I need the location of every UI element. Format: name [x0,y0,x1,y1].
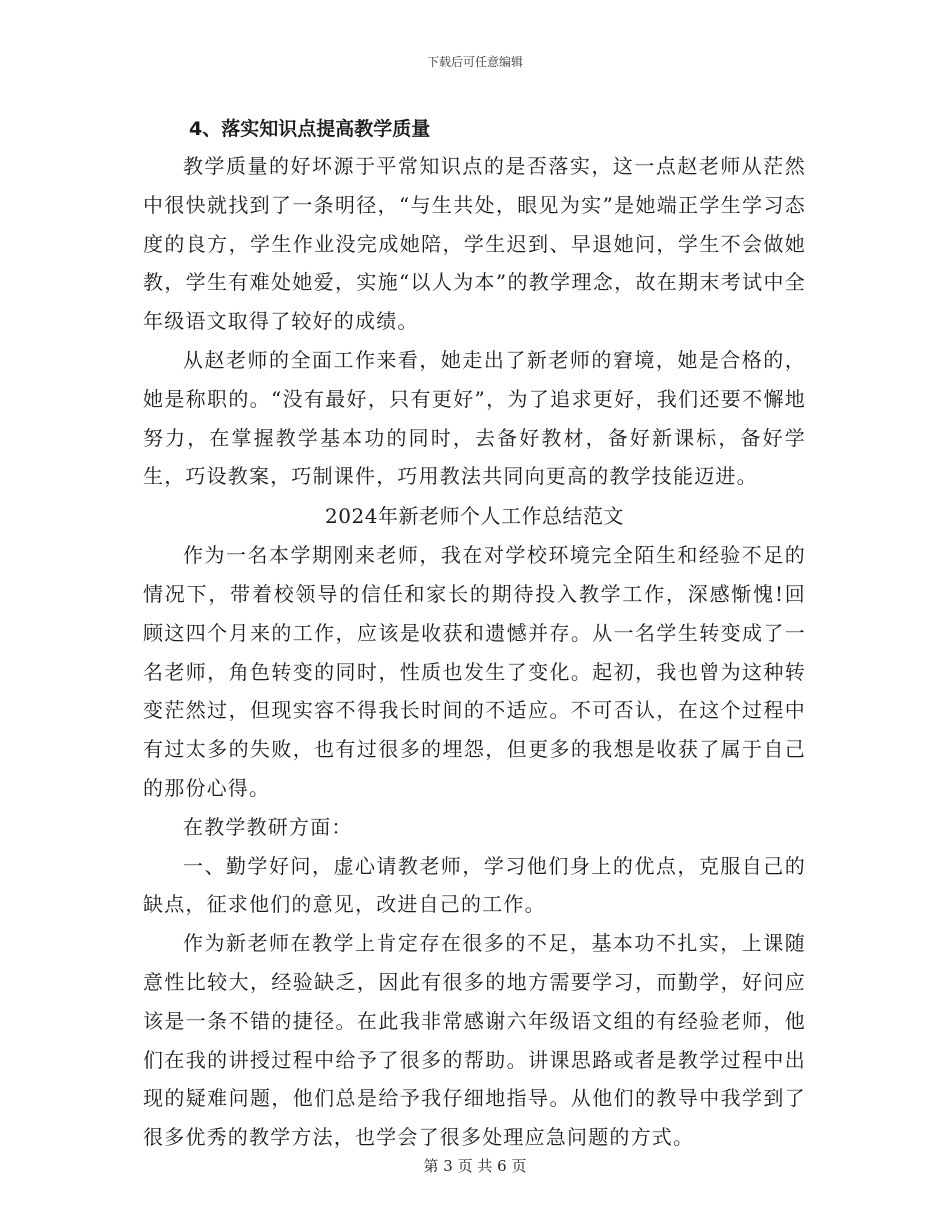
body-paragraph: 作为一名本学期刚来老师，我在对学校环境完全陌生和经验不足的情况下，带着校领导的信任和家长的期待投入教学工作，深感惭愧!回顾这四个月来的工作，应该是收获和遗憾并存。从一名学生转变成了一名老师，角色转变的同时，性质也发生了变化。起初，我也曾为这种转变茫然过，但现实容不得我长时间的不适应。不可否认，在这个过程中有过太多的失败，也有过很多的埋怨，但更多的我想是收获了属于自己的那份心得。 [143,543,806,800]
section-heading: 4、落实知识点提高教学质量 [189,118,431,140]
body-paragraph: 作为新老师在教学上肯定存在很多的不足，基本功不扎实，上课随意性比较大，经验缺乏，因此有很多的地方需要学习，而勤学，好问应该是一条不错的捷径。在此我非常感谢六年级语文组的有经验老师，他们在我的讲授过程中给予了很多的帮助。讲课思路或者是教学过程中出现的疑难问题，他们总是给予我仔细地指导。从他们的教导中我学到了很多优秀的教学方法，也学会了很多处理应急问题的方式。 [143,931,806,1150]
body-paragraph: 一、勤学好问，虚心请教老师，学习他们身上的优点，克服自己的缺点，征求他们的意见，改进自己的工作。 [143,853,806,917]
page-footer: 第 3 页 共 6 页 [423,1157,527,1175]
page-header: 下载后可任意编辑 [426,55,523,69]
body-paragraph: 从赵老师的全面工作来看，她走出了新老师的窘境，她是合格的，她是称职的。“没有最好，只有更好”，为了追求更好，我们还要不懈地努力，在掌握教学基本功的同时，去备好教材，备好新课标，备好学生，巧设教案，巧制课件，巧用教法共同向更高的教学技能迈进。 [143,347,806,489]
article-title: 2024年新老师个人工作总结范文 [325,504,624,529]
body-paragraph: 在教学教研方面： [183,814,353,839]
body-paragraph: 教学质量的好坏源于平常知识点的是否落实，这一点赵老师从茫然中很快就找到了一条明径，“与生共处，眼见为实”是她端正学生学习态度的良方，学生作业没完成她陪，学生迟到、早退她问，学生不会做她教，学生有难处她爱，实施“以人为本”的教学理念，故在期末考试中全年级语文取得了较好的成绩。 [143,154,806,334]
page-content [143,112,806,1157]
